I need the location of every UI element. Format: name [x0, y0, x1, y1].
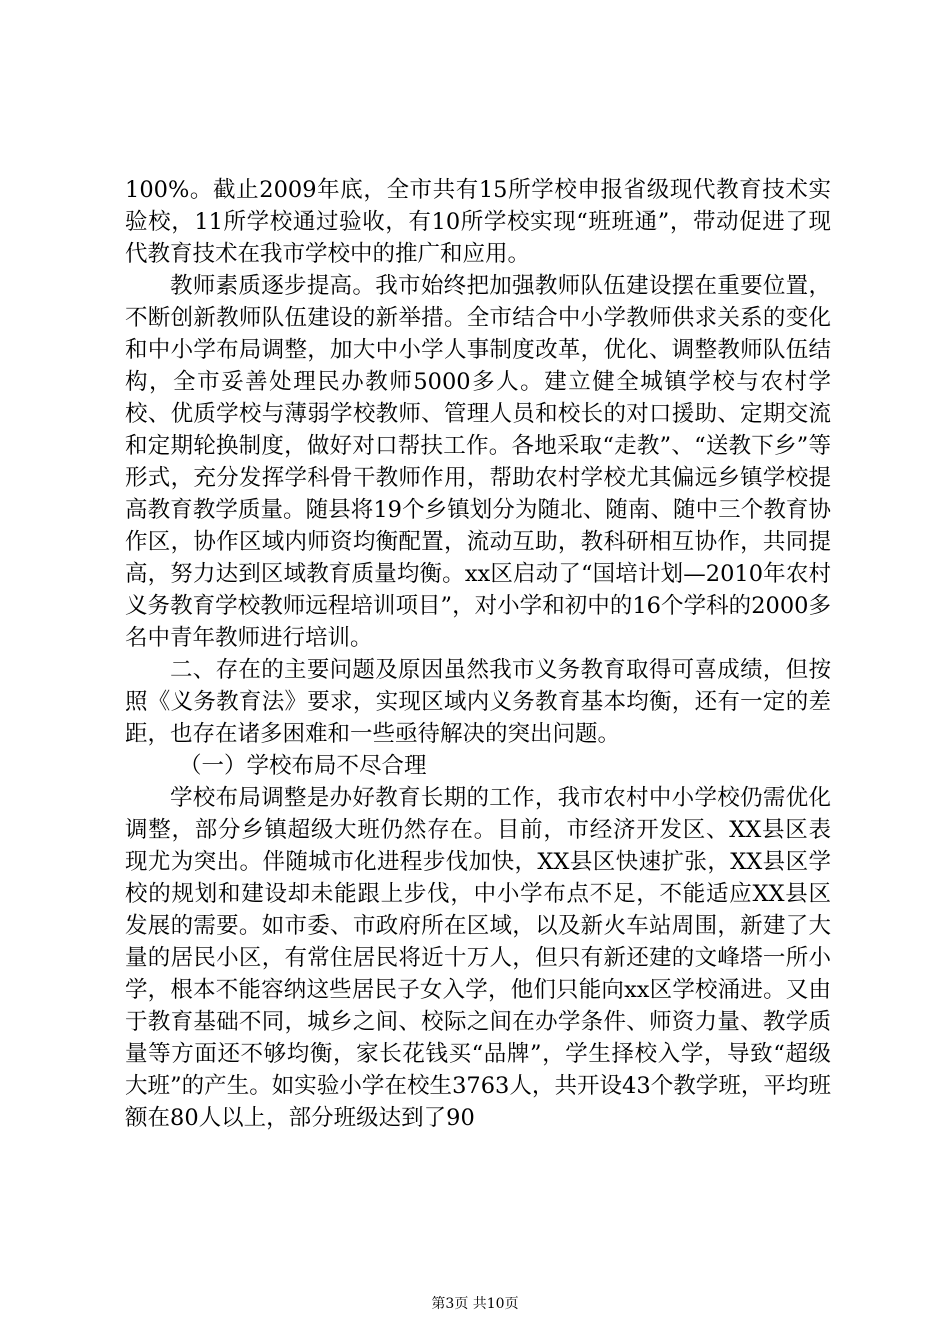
page-footer: 第3页 共10页: [431, 1296, 519, 1312]
paragraph-1: 100%。截止2009年底，全市共有15所学校申报省级现代教育技术实验校，11所学校通过验收，有10所学校实现“班班通”，带动促进了现代教育技术在我市学校中的推广和应用。: [125, 177, 831, 267]
paragraph-4: 学校布局调整是办好教育长期的工作，我市农村中小学校仍需优化调整，部分乡镇超级大班仍然存在。目前，市经济开发区、XX县区表现尤为突出。伴随城市化进程步伐加快，XX县区快速扩张，XX县区学校的规划和建设却未能跟上步伐，中小学布点不足，不能适应XX县区发展的需要。如市委、市政府所在区域，以及新火车站周围，新建了大量的居民小区，有常住居民将近十万人，但只有新还建的文峰塔一所小学，根本不能容纳这些居民子女入学，他们只能向xx区学校涌进。又由于教育基础不同，城乡之间、校际之间在办学条件、师资力量、教学质量等方面还不够均衡，家长花钱买“品牌”，学生择校入学，导致“超级大班”的产生。如实验小学在校生3763人，共开设43个教学班，平均班额在80人以上，部分班级达到了90: [125, 785, 831, 1131]
document-body: [125, 174, 831, 1134]
paragraph-3: 二、存在的主要问题及原因虽然我市义务教育取得可喜成绩，但按照《义务教育法》要求，实现区域内义务教育基本均衡，还有一定的差距，也存在诸多困难和一些亟待解决的突出问题。: [125, 657, 831, 747]
section-heading: （一）学校布局不尽合理: [179, 753, 427, 779]
paragraph-2: 教师素质逐步提高。我市始终把加强教师队伍建设摆在重要位置，不断创新教师队伍建设的新举措。全市结合中小学教师供求关系的变化和中小学布局调整，加大中小学人事制度改革，优化、调整教师队伍结构，全市妥善处理民办教师5000多人。建立健全城镇学校与农村学校、优质学校与薄弱学校教师、管理人员和校长的对口援助、定期交流和定期轮换制度，做好对口帮扶工作。各地采取“走教”、“送教下乡”等形式，充分发挥学科骨干教师作用，帮助农村学校尤其偏远乡镇学校提高教育教学质量。随县将19个乡镇划分为随北、随南、随中三个教育协作区，协作区域内师资均衡配置，流动互助，教科研相互协作，共同提高，努力达到区域教育质量均衡。xx区启动了“国培计划—2010年农村义务教育学校教师远程培训项目”，对小学和初中的16个学科的2000多名中青年教师进行培训。: [125, 273, 831, 651]
